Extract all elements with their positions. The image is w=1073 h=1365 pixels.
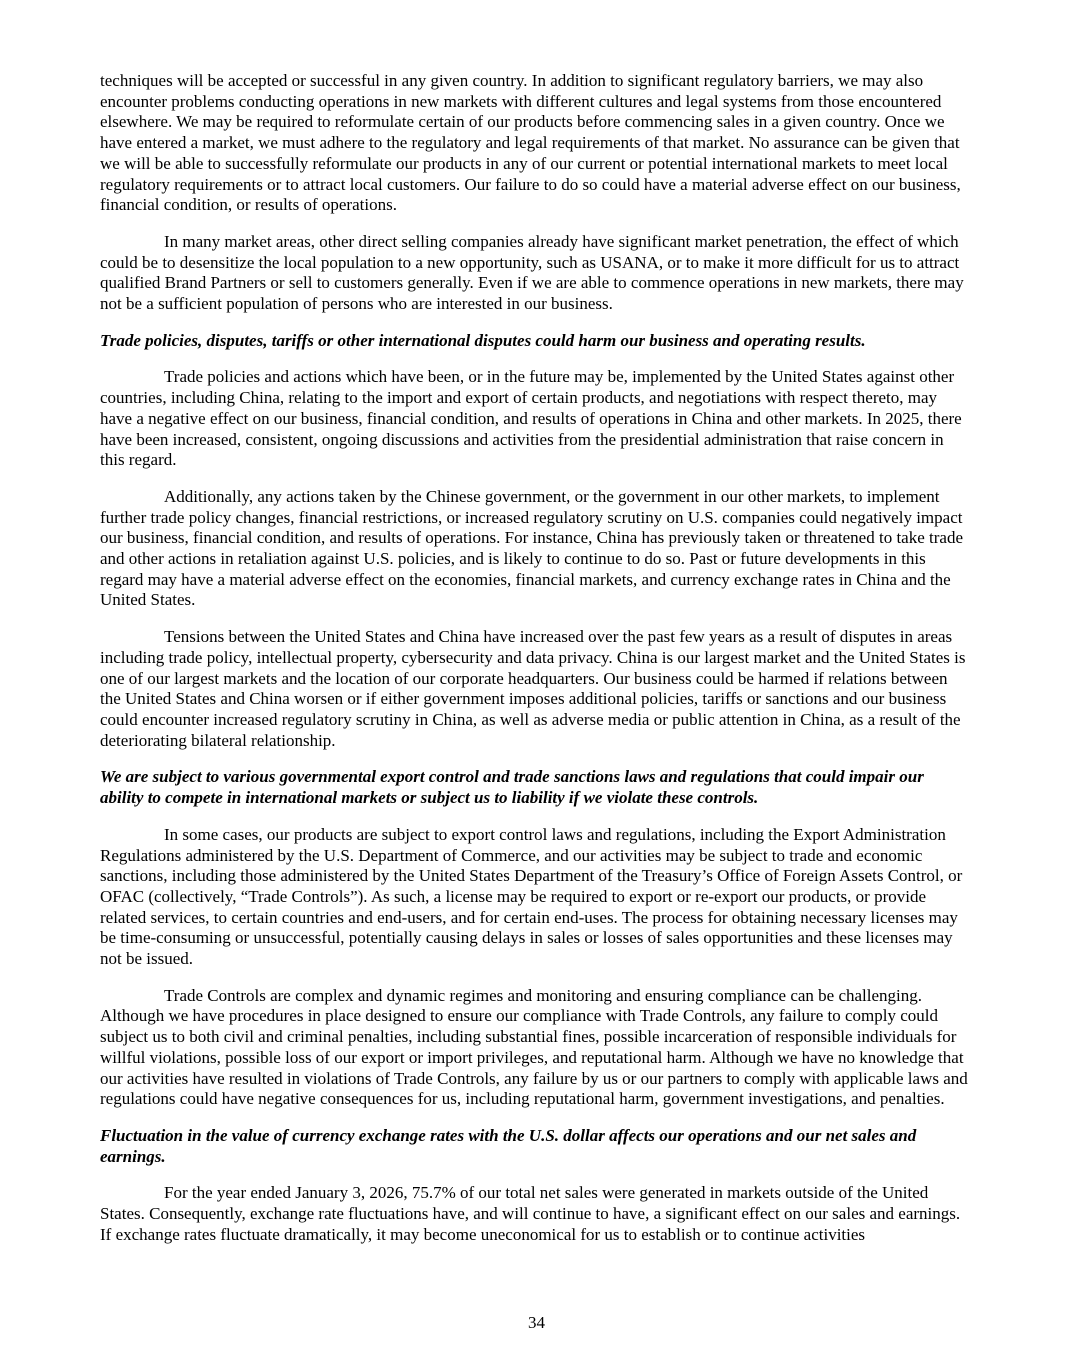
paragraph-trade-controls-compliance: Trade Controls are complex and dynamic regimes and monitoring and ensuring compliance can be challenging. Although we have procedures in place designed to ensure our compliance with Trade Controls, any failure to comply could subject us to both civil and criminal penalties, including substantial fines, possible incarceration of responsible individuals for willful violations, possible loss of our export or import privileges, and reputational harm. Although we have no knowledge that our activities have resulted in violations of Trade Controls, any failure by us or our partners to comply with applicable laws and regulations could have negative consequences for us, including reputational harm, government investigations, and penalties. <box>100 985 968 1109</box>
heading-export-controls: We are subject to various governmental export control and trade sanctions laws and regulations that could impair our ability to compete in international markets or subject us to liability if we violate these controls. <box>100 767 924 808</box>
paragraph-export-control-laws: In some cases, our products are subject to export control laws and regulations, including the Export Administration Regulations administered by the U.S. Department of Commerce, and our activities may be subject to trade and economic sanctions, including those administered by the United States Department of the Treasury’s Office of Foreign Assets Control, or OFAC (collectively, “Trade Controls”). As such, a license may be required to export or re-export our products, or provide related services, to certain countries and end-users, and for certain end-uses. The process for obtaining necessary licenses may be time-consuming or unsuccessful, potentially causing delays in sales or losses of sales opportunities and these licenses may not be issued. <box>100 824 963 969</box>
paragraph-chinese-government-actions: Additionally, any actions taken by the Chinese government, or the government in our other markets, to implement further trade policy changes, financial restrictions, or increased regulatory scrutiny on U.S. companies could negatively impact our business, financial condition, and results of operations. For instance, China has previously taken or threatened to take trade and other actions in retaliation against U.S. policies, and is likely to continue to do so. Past or future developments in this regard may have a material adverse effect on the economies, financial markets, and currency exchange rates in China and the United States. <box>100 486 963 610</box>
document-body <box>100 71 971 1261</box>
paragraph-trade-policies-actions: Trade policies and actions which have been, or in the future may be, implemented by the United States against other countries, including China, relating to the import and export of certain products, and negotiations with respect thereto, may have a negative effect on our business, financial condition, and results of operations in China and other markets. In 2025, there have been increased, consistent, ongoing discussions and activities from the presidential administration that raise concern in this regard. <box>100 367 962 470</box>
page-number: 34 <box>528 1313 545 1332</box>
paragraph-currency-exchange: For the year ended January 3, 2026, 75.7% of our total net sales were generated in markets outside of the United States. Consequently, exchange rate fluctuations have, and will continue to have, a significant effect on our sales and earnings. If exchange rates fluctuate dramatically, it may become uneconomical for us to establish or to continue activities <box>100 1183 961 1244</box>
paragraph-market-penetration: In many market areas, other direct selling companies already have significant market penetration, the effect of which could be to desensitize the local population to a new opportunity, such as USANA, or to make it more difficult for us to attract qualified Brand Partners or sell to customers generally. Even if we are able to commence operations in new markets, there may not be a sufficient population of persons who are interested in our business. <box>100 231 964 314</box>
heading-currency-fluctuation: Fluctuation in the value of currency exchange rates with the U.S. dollar affects our operations and our net sales and earnings. <box>100 1125 917 1166</box>
paragraph-us-china-tensions: Tensions between the United States and China have increased over the past few years as a result of disputes in areas including trade policy, intellectual property, cybersecurity and data privacy. China is our largest market and the United States is one of our largest markets and the location of our corporate headquarters. Our business could be harmed if relations between the United States and China worsen or if either government imposes additional policies, tariffs or sanctions and our business could encounter increased regulatory scrutiny in China, as well as adverse media or public attention in China, as a result of the deteriorating bilateral relationship. <box>100 627 966 750</box>
heading-trade-policies: Trade policies, disputes, tariffs or other international disputes could harm our business and operating results. <box>100 330 866 350</box>
paragraph-international-markets: techniques will be accepted or successful in any given country. In addition to significant regulatory barriers, we may also encounter problems conducting operations in new markets with different cultures and legal systems from those encountered elsewhere. We may be required to reformulate certain of our products before commencing sales in a given country. Once we have entered a market, we must adhere to the regulatory and legal requirements of that market. No assurance can be given that we will be able to successfully reformulate our products in any of our current or potential international markets to meet local regulatory requirements or to attract local customers. Our failure to do so could have a material adverse effect on our business, financial condition, or results of operations. <box>100 71 961 215</box>
